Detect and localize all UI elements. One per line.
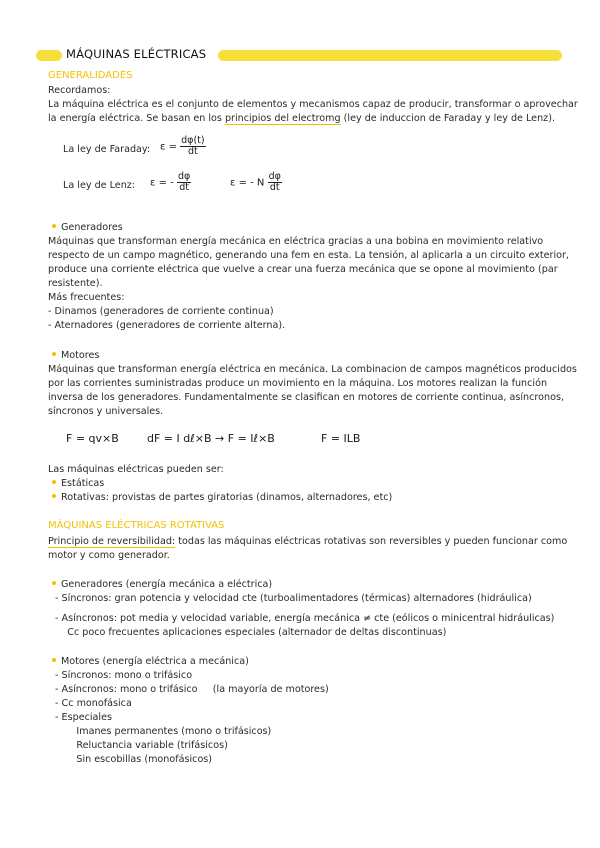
rot-generadores-bullet: [52, 578, 272, 592]
tipos-item-0: [52, 477, 104, 491]
rot-gen-item-0: - Síncronos: gran potencia y velocidad cte (turboalimentadores (térmicas) alternadores (hidráulica): [52, 593, 532, 604]
rot-mot-item-6: Sin escobillas (monofásicos): [52, 754, 213, 765]
lorentz-formula: F = qv×B: [66, 432, 119, 445]
motores-line-0: Máquinas que transforman energía eléctrica en mecánica. La combinacion de campos magnéticos producidos: [48, 364, 577, 375]
lenz2-numerator: dφ: [268, 171, 281, 182]
rot-mot-item-3: - Especiales: [52, 712, 112, 723]
lenz-label: La ley de Lenz:: [63, 180, 136, 191]
rot-mot-item-0: - Síncronos: mono o trifásico: [52, 670, 193, 681]
lenz-lhs: ε = -: [150, 177, 174, 189]
faraday-fraction: [180, 136, 205, 157]
generadores-label: Generadores: [61, 222, 123, 233]
motores-line-3: síncronos y universales.: [48, 406, 164, 417]
tipos-item-1: [52, 491, 392, 505]
intro-line-2-b: (ley de induccion de Faraday y ley de Lenz).: [340, 113, 555, 124]
rot-mot-item-2: - Cc monofásica: [52, 698, 132, 709]
generadores-line-6: - Aternadores (generadores de corriente alterna).: [48, 320, 286, 331]
rot-gen-item-2: Cc poco frecuentes aplicaciones especiales (alternador de deltas discontinuas): [52, 627, 447, 638]
rot-generadores-label: Generadores (energía mecánica a eléctrica): [61, 579, 273, 590]
generadores-line-4: Más frecuentes:: [48, 292, 125, 303]
lenz-numerator: dφ: [177, 171, 191, 182]
rot-gen-item-1: - Asíncronos: pot media y velocidad variable, energía mecánica ≠ cte (eólicos o minicentral hidráulicas): [52, 613, 555, 624]
faraday-denominator: dt: [187, 146, 198, 157]
page-title: MÁQUINAS ELÉCTRICAS: [66, 47, 207, 61]
generadores-line-3: resistente).: [48, 278, 103, 289]
generadores-line-0: Máquinas que transforman energía mecánica en eléctrica gracias a una bobina en movimiento relativo: [48, 236, 544, 247]
title-highlight-left: [36, 50, 62, 61]
lenz-formula: [150, 172, 191, 193]
generadores-line-2: produce una corriente eléctrica que vuelve a crear una fuerza mecánica que se opone al movimiento (par: [48, 264, 558, 275]
principios-link: principios del electromg: [224, 113, 341, 124]
generadores-bullet: [52, 221, 123, 235]
rot-mot-item-5: Reluctancia variable (trifásicos): [52, 740, 228, 751]
motores-line-2: inversa de los generadores. Fundamentalmente se clasifican en motores de corriente continua, asíncronos,: [48, 392, 564, 403]
section-heading-generalidades: GENERALIDADES: [48, 70, 133, 81]
intro-line-2-a: la energía eléctrica. Se basan en los: [48, 113, 225, 124]
lenz-formula-n: [230, 172, 282, 193]
bullet-dot-icon: [52, 352, 56, 356]
principio-line-1: [48, 535, 567, 549]
principio-text: todas las máquinas eléctricas rotativas son reversibles y pueden funcionar como: [175, 536, 568, 547]
recordamos-label: Recordamos:: [48, 85, 111, 96]
rot-mot-item-1: - Asíncronos: mono o trifásico (la mayoría de motores): [52, 684, 329, 695]
bullet-dot-icon: [52, 480, 56, 484]
tipos-item-0-label: Estáticas: [61, 478, 105, 489]
bullet-dot-icon: [52, 658, 56, 662]
bullet-dot-icon: [52, 494, 56, 498]
faraday-label: La ley de Faraday:: [63, 144, 151, 155]
section-heading-rotativas: MÁQUINAS ELÉCTRICAS ROTATIVAS: [48, 520, 225, 531]
title-highlight-right: [218, 50, 562, 61]
force-wire-formula: dF = I dℓ×B → F = Iℓ×B: [147, 432, 275, 445]
lenz-denominator: dt: [179, 182, 189, 193]
lenz2-denominator: dt: [269, 182, 280, 193]
force-simple-formula: F = ILB: [321, 432, 361, 445]
lenz-fraction: [177, 172, 191, 193]
principio-label: Principio de reversibilidad:: [48, 536, 176, 547]
generadores-line-1: respecto de un campo magnético, generando una fem en esta. La tensión, al aplicarla a un circuito exterior,: [48, 250, 570, 261]
generadores-line-5: - Dinamos (generadores de corriente continua): [48, 306, 274, 317]
motores-bullet: [52, 349, 99, 363]
faraday-numerator: dφ(t): [181, 135, 205, 146]
tipos-item-1-label: Rotativas: provistas de partes giratorias (dinamos, alternadores, etc): [61, 492, 393, 503]
motores-line-1: por las corrientes suministradas produce un movimiento en la máquina. Los motores realizan la función: [48, 378, 548, 389]
lenz2-fraction: [268, 172, 282, 193]
motores-label: Motores: [61, 350, 100, 361]
bullet-dot-icon: [52, 581, 56, 585]
faraday-lhs: ε =: [160, 141, 177, 153]
faraday-formula: [160, 136, 206, 157]
rot-motores-label: Motores (energía eléctrica a mecánica): [61, 656, 249, 667]
intro-line-1: La máquina eléctrica es el conjunto de elementos y mecanismos capaz de producir, transformar o aprovechar: [48, 99, 578, 110]
principio-line-2: motor y como generador.: [48, 550, 170, 561]
lenz2-lhs: ε = - N: [230, 177, 265, 189]
bullet-dot-icon: [52, 224, 56, 228]
rot-mot-item-4: Imanes permanentes (mono o trifásicos): [52, 726, 272, 737]
intro-line-2: [48, 112, 555, 126]
tipos-intro: Las máquinas eléctricas pueden ser:: [48, 464, 224, 475]
rot-motores-bullet: [52, 655, 249, 669]
